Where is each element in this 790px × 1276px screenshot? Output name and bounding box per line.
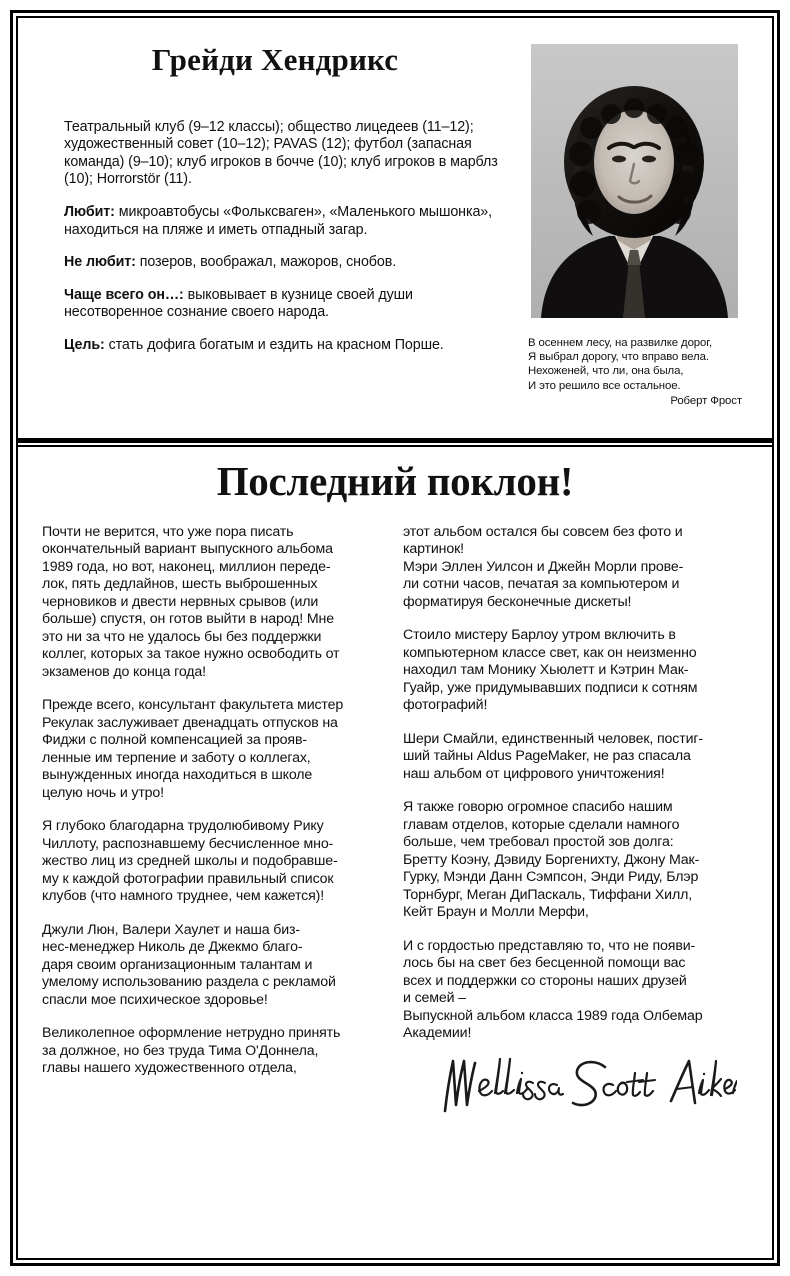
portrait-column — [520, 44, 748, 408]
profile-goal-label: Цель: — [64, 336, 105, 353]
text-line: всех и поддержки со стороны наших друзей — [403, 972, 687, 989]
text-line: этот альбом остался бы совсем без фото и — [403, 523, 683, 540]
student-profile-section — [18, 18, 772, 438]
text-line: Фиджи с полной компенсацией за прояв- — [42, 732, 307, 748]
profile-dislikes-label: Не любит: — [64, 254, 136, 271]
yearbook-page — [10, 10, 780, 1266]
text-line: Великолепное оформление нетрудно принять — [42, 1025, 341, 1041]
section-divider — [18, 438, 772, 447]
text-line: жество лиц из средней школы и подобравше- — [42, 853, 338, 869]
student-portrait-photo — [531, 44, 738, 318]
poem-block — [520, 336, 748, 408]
text-line: Почти не верится, что уже пора писать — [42, 523, 294, 540]
text-line: ленные им терпение и заботу о коллегах, — [42, 749, 311, 766]
text-line: И с гордостью представляю то, что не появи- — [403, 937, 696, 954]
right-text-column — [403, 524, 742, 1123]
paragraph — [403, 731, 742, 784]
text-line: спасли мое психическое здоровье! — [42, 991, 268, 1008]
closing-letter-section — [18, 447, 772, 1123]
poem-line: Нехоженей, что ли, она была, — [528, 365, 684, 378]
text-line: умелому использованию раздела с рекламой — [42, 974, 336, 990]
text-line: лок, пять дедлайнов, шесть выброшенных — [42, 576, 318, 592]
text-line: форматируя бесконечные дискеты! — [403, 593, 632, 610]
text-line: лось бы на свет без бесценной помощи вас — [403, 955, 686, 971]
editor-signature — [403, 1049, 742, 1123]
text-line: главам отделов, которые сделали намного — [403, 816, 680, 833]
page-inner-border — [16, 16, 774, 1260]
paragraph — [403, 627, 742, 715]
text-line: Стоило мистеру Барлоу утром включить в — [403, 627, 676, 643]
closing-title: Последний поклон! — [216, 457, 574, 504]
text-line: Я также говорю огромное спасибо нашим — [403, 799, 673, 815]
portrait-illustration — [531, 44, 738, 318]
profile-most-often — [42, 287, 502, 322]
paragraph — [403, 938, 742, 1043]
text-line: это ни за что не удалось бы без поддержки — [42, 628, 322, 645]
text-line: черновиков и двести нервных срывов (или — [42, 593, 319, 610]
text-line: клубов (что намного труднее, чем кажется)! — [42, 888, 324, 904]
text-line: Гурку, Мэнди Данн Сэмпсон, Энди Риду, Блэр — [403, 869, 699, 885]
profile-likes-text: микроавтобусы «Фольксваген», «Маленького мышонка», находиться на пляже и иметь отпадный загар. — [64, 203, 493, 238]
text-line: Я глубоко благодарна трудолюбивому Рику — [42, 818, 324, 834]
profile-most-often-text: выковывает в кузнице своей души несотворенное сознание своего народа. — [64, 286, 413, 321]
text-line: картинок! — [403, 541, 464, 557]
poem-line: Я выбрал дорогу, что вправо вела. — [528, 351, 709, 364]
text-line: находил там Монику Хьюлетт и Кэтрин Мак- — [403, 662, 689, 678]
text-line: коллег, которых за такое нужно освободить от — [42, 646, 340, 662]
left-text-column — [42, 524, 381, 1078]
poem-line: В осеннем лесу, на развилке дорог, — [528, 337, 713, 349]
text-line: Рекулак заслуживает двенадцать отпусков на — [42, 714, 338, 731]
signature-handwriting — [437, 1049, 737, 1119]
text-line: вынужденных иногда находиться в школе — [42, 767, 313, 783]
text-line: Джули Люн, Валери Хаулет и наша биз- — [42, 921, 300, 938]
paragraph — [42, 922, 381, 1010]
text-line: и семей – — [403, 990, 466, 1006]
profile-activities-text: Театральный клуб (9–12 классы); общество лицедеев (11–12); художественный совет (10–12); PAVAS (12); футбол (запасная команда) (9–10); клуб игроков в бочче (10); клуб игроков в марблз (10); Horrorstör (11). — [64, 118, 498, 188]
text-line: Академии! — [403, 1025, 472, 1041]
text-line: му к каждой фотографии правильный список — [42, 870, 334, 887]
text-line: Прежде всего, консультант факультета мистер — [42, 697, 344, 713]
text-line: окончательный вариант выпускного альбома — [42, 541, 333, 557]
paragraph — [42, 524, 381, 682]
text-line: Выпускной альбом класса 1989 года Олбемар — [403, 1007, 703, 1024]
text-line: наш альбом от цифрового уничтожения! — [403, 765, 665, 782]
profile-likes-label: Любит: — [64, 203, 115, 220]
text-line: Чиллоту, распознавшему бесчисленное мно- — [42, 835, 334, 852]
text-line: целую ночь и утро! — [42, 784, 164, 801]
text-line: больше) спустя, он готов выйти в народ! Мне — [42, 611, 334, 627]
text-line: компьютерном классе свет, как он неизменно — [403, 644, 697, 661]
profile-dislikes — [42, 254, 502, 272]
text-line: Мэри Эллен Уилсон и Джейн Морли прове- — [403, 558, 684, 575]
page-content — [18, 18, 772, 1258]
text-line: Гуайр, уже придумывавших подписи к сотням — [403, 679, 698, 696]
profile-activities — [42, 119, 502, 189]
two-column-layout — [42, 524, 748, 1123]
text-line: Кейт Браун и Молли Мерфи, — [403, 904, 589, 920]
profile-text-column — [42, 44, 502, 354]
profile-goal — [42, 337, 502, 355]
text-line: Шери Смайли, единственный человек, постиг- — [403, 730, 703, 747]
profile-goal-text: стать дофига богатым и ездить на красном Порше. — [104, 336, 444, 353]
poem-line: И это решило все остальное. — [528, 379, 681, 392]
text-line: ший тайны Aldus PageMaker, не раз спасала — [403, 748, 691, 764]
text-line: Бретту Коэну, Дэвиду Боргенихту, Джону Мак- — [403, 851, 700, 868]
text-line: нес-менеджер Николь де Джекмо благо- — [42, 939, 303, 955]
text-line: больше, чем требовал простой зов долга: — [403, 834, 674, 850]
page-title: Грейди Хендрикс — [151, 42, 399, 77]
paragraph — [403, 524, 742, 612]
paragraph — [403, 799, 742, 922]
profile-likes — [42, 204, 502, 239]
text-line: главы нашего художественного отдела, — [42, 1060, 297, 1076]
text-line: Торнбург, Меган ДиПаскаль, Тиффани Хилл, — [403, 886, 693, 903]
profile-most-often-label: Чаще всего он…: — [64, 286, 184, 303]
text-line: даря своим организационным талантам и — [42, 956, 313, 973]
paragraph — [42, 818, 381, 906]
paragraph — [42, 697, 381, 802]
paragraph — [42, 1025, 381, 1078]
text-line: экзаменов до конца года! — [42, 663, 206, 680]
text-line: за должное, но без труда Тима О'Доннела, — [42, 1042, 319, 1059]
text-line: фотографий! — [403, 697, 488, 713]
text-line: 1989 года, но вот, наконец, миллион переде- — [42, 558, 331, 575]
text-line: ли сотни часов, печатая за компьютером и — [403, 576, 680, 592]
poem-attribution: Роберт Фрост — [670, 394, 742, 407]
profile-dislikes-text: позеров, воображал, мажоров, снобов. — [135, 254, 397, 271]
